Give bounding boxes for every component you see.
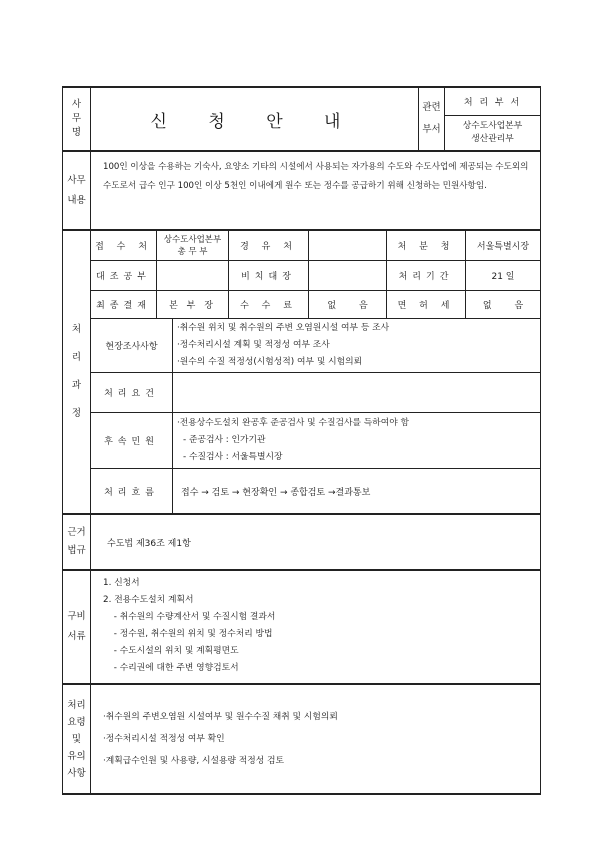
page-title: 신 청 안 내: [91, 88, 419, 150]
receipt-value: 상수도사업본부 총 무 부: [157, 231, 229, 261]
disposition-label: 처 분 청: [387, 231, 466, 261]
note-item: ·정수처리시설 적정성 여부 확인: [103, 734, 225, 744]
followup-item: ·전용상수도설치 완공후 준공검사 및 수질검사를 득하여야 함: [177, 418, 410, 428]
field-check-list: [173, 319, 540, 373]
document-item: - 수도시설의 위치 및 계획평면도: [111, 646, 239, 656]
fee-label: 수 수 료: [229, 291, 309, 319]
document-item: - 취수원의 수량계산서 및 수질시험 결과서: [111, 612, 276, 622]
ledger-label: 비치대장: [229, 261, 309, 291]
legal-value: 수도법 제36조 제1항: [107, 538, 191, 549]
followup-list: [173, 413, 540, 469]
flow-value: 접수 → 검토 → 현장확인 → 종합검토 →결과통보: [181, 487, 371, 498]
note-item: ·취수원의 주변오염원 시설여부 및 원수수질 채취 및 시험의뢰: [103, 712, 338, 722]
notes-label: 처리 요령 및 유의 사항: [63, 685, 91, 793]
final-approval-value: 본 부 장: [157, 291, 229, 319]
followup-item: - 준공검사 : 인가기관: [183, 435, 266, 445]
via-value: [309, 231, 387, 261]
disposition-value: 서울특별시장: [466, 231, 540, 261]
requirements-label: 처리요건: [91, 373, 173, 413]
field-check-item: ·정수처리시설 계획 및 적정성 여부 조사: [177, 340, 330, 350]
dept-header: 처 리 부 서: [445, 88, 540, 116]
ledger-value: [309, 261, 387, 291]
legal-block: [62, 513, 541, 571]
final-approval-label: 최종결재: [91, 291, 157, 319]
documents-list: [103, 575, 533, 677]
field-check-label: 현장조사사항: [91, 319, 173, 373]
documents-block: [62, 569, 541, 685]
affairs-text: 100인 이상을 수용하는 기숙사, 요양소 기타의 시설에서 사용되는 자가용의 수도와 수도사업에 제공되는 수도외의 수도로서 급수 인구 100인 이상 5천인 이내에게 원수 또는 정수를 공급하기 위해 신청하는 민원사항임.: [103, 162, 529, 191]
header-block: [62, 86, 541, 152]
affairs-label: 사무 내용: [63, 152, 91, 229]
followup-item: - 수질검사 : 서울특별시장: [183, 452, 283, 462]
period-label: 처리기간: [387, 261, 466, 291]
receipt-label: 접 수 처: [91, 231, 157, 261]
note-item: ·계획급수인원 및 사용량, 시설용량 적정성 검토: [103, 756, 285, 766]
documents-label: 구비 서류: [63, 571, 91, 683]
notes-block: [62, 683, 541, 795]
document-item: - 정수원, 취수원의 위치 및 정수처리 방법: [111, 629, 273, 639]
field-check-item: ·취수원 위치 및 취수원의 주변 오염원시설 여부 등 조사: [177, 323, 390, 333]
license-tax-label: 면 허 세: [387, 291, 466, 319]
document-item: 2. 전용수도설치 계획서: [103, 595, 194, 605]
office-label: 사 무 명: [63, 88, 91, 150]
fee-value: 없 음: [309, 291, 387, 319]
flow-label: 처리흐름: [91, 469, 173, 513]
followup-label: 후속민원: [91, 413, 173, 469]
requirements-value: [173, 373, 540, 413]
field-check-item: ·원수의 수질 적정성(시험성적) 여부 및 시험의뢰: [177, 357, 363, 367]
document-item: 1. 신청서: [103, 578, 140, 588]
process-block: [62, 229, 541, 515]
consult-value: [157, 261, 229, 291]
notes-list: [103, 685, 533, 793]
document-item: - 수리권에 대한 주변 영향검토서: [111, 663, 239, 673]
dept-name: 상수도사업본부 생산관리부: [462, 121, 523, 144]
legal-label: 근거 법규: [63, 515, 91, 569]
consult-label: 대조공부: [91, 261, 157, 291]
related-dept-label: 관련 부서: [419, 88, 445, 150]
period-value: 21 일: [466, 261, 540, 291]
via-label: 경 유 처: [229, 231, 309, 261]
process-label: 처 리 과 정: [63, 231, 91, 513]
affairs-block: [62, 150, 541, 231]
license-tax-value: 없 음: [466, 291, 540, 319]
